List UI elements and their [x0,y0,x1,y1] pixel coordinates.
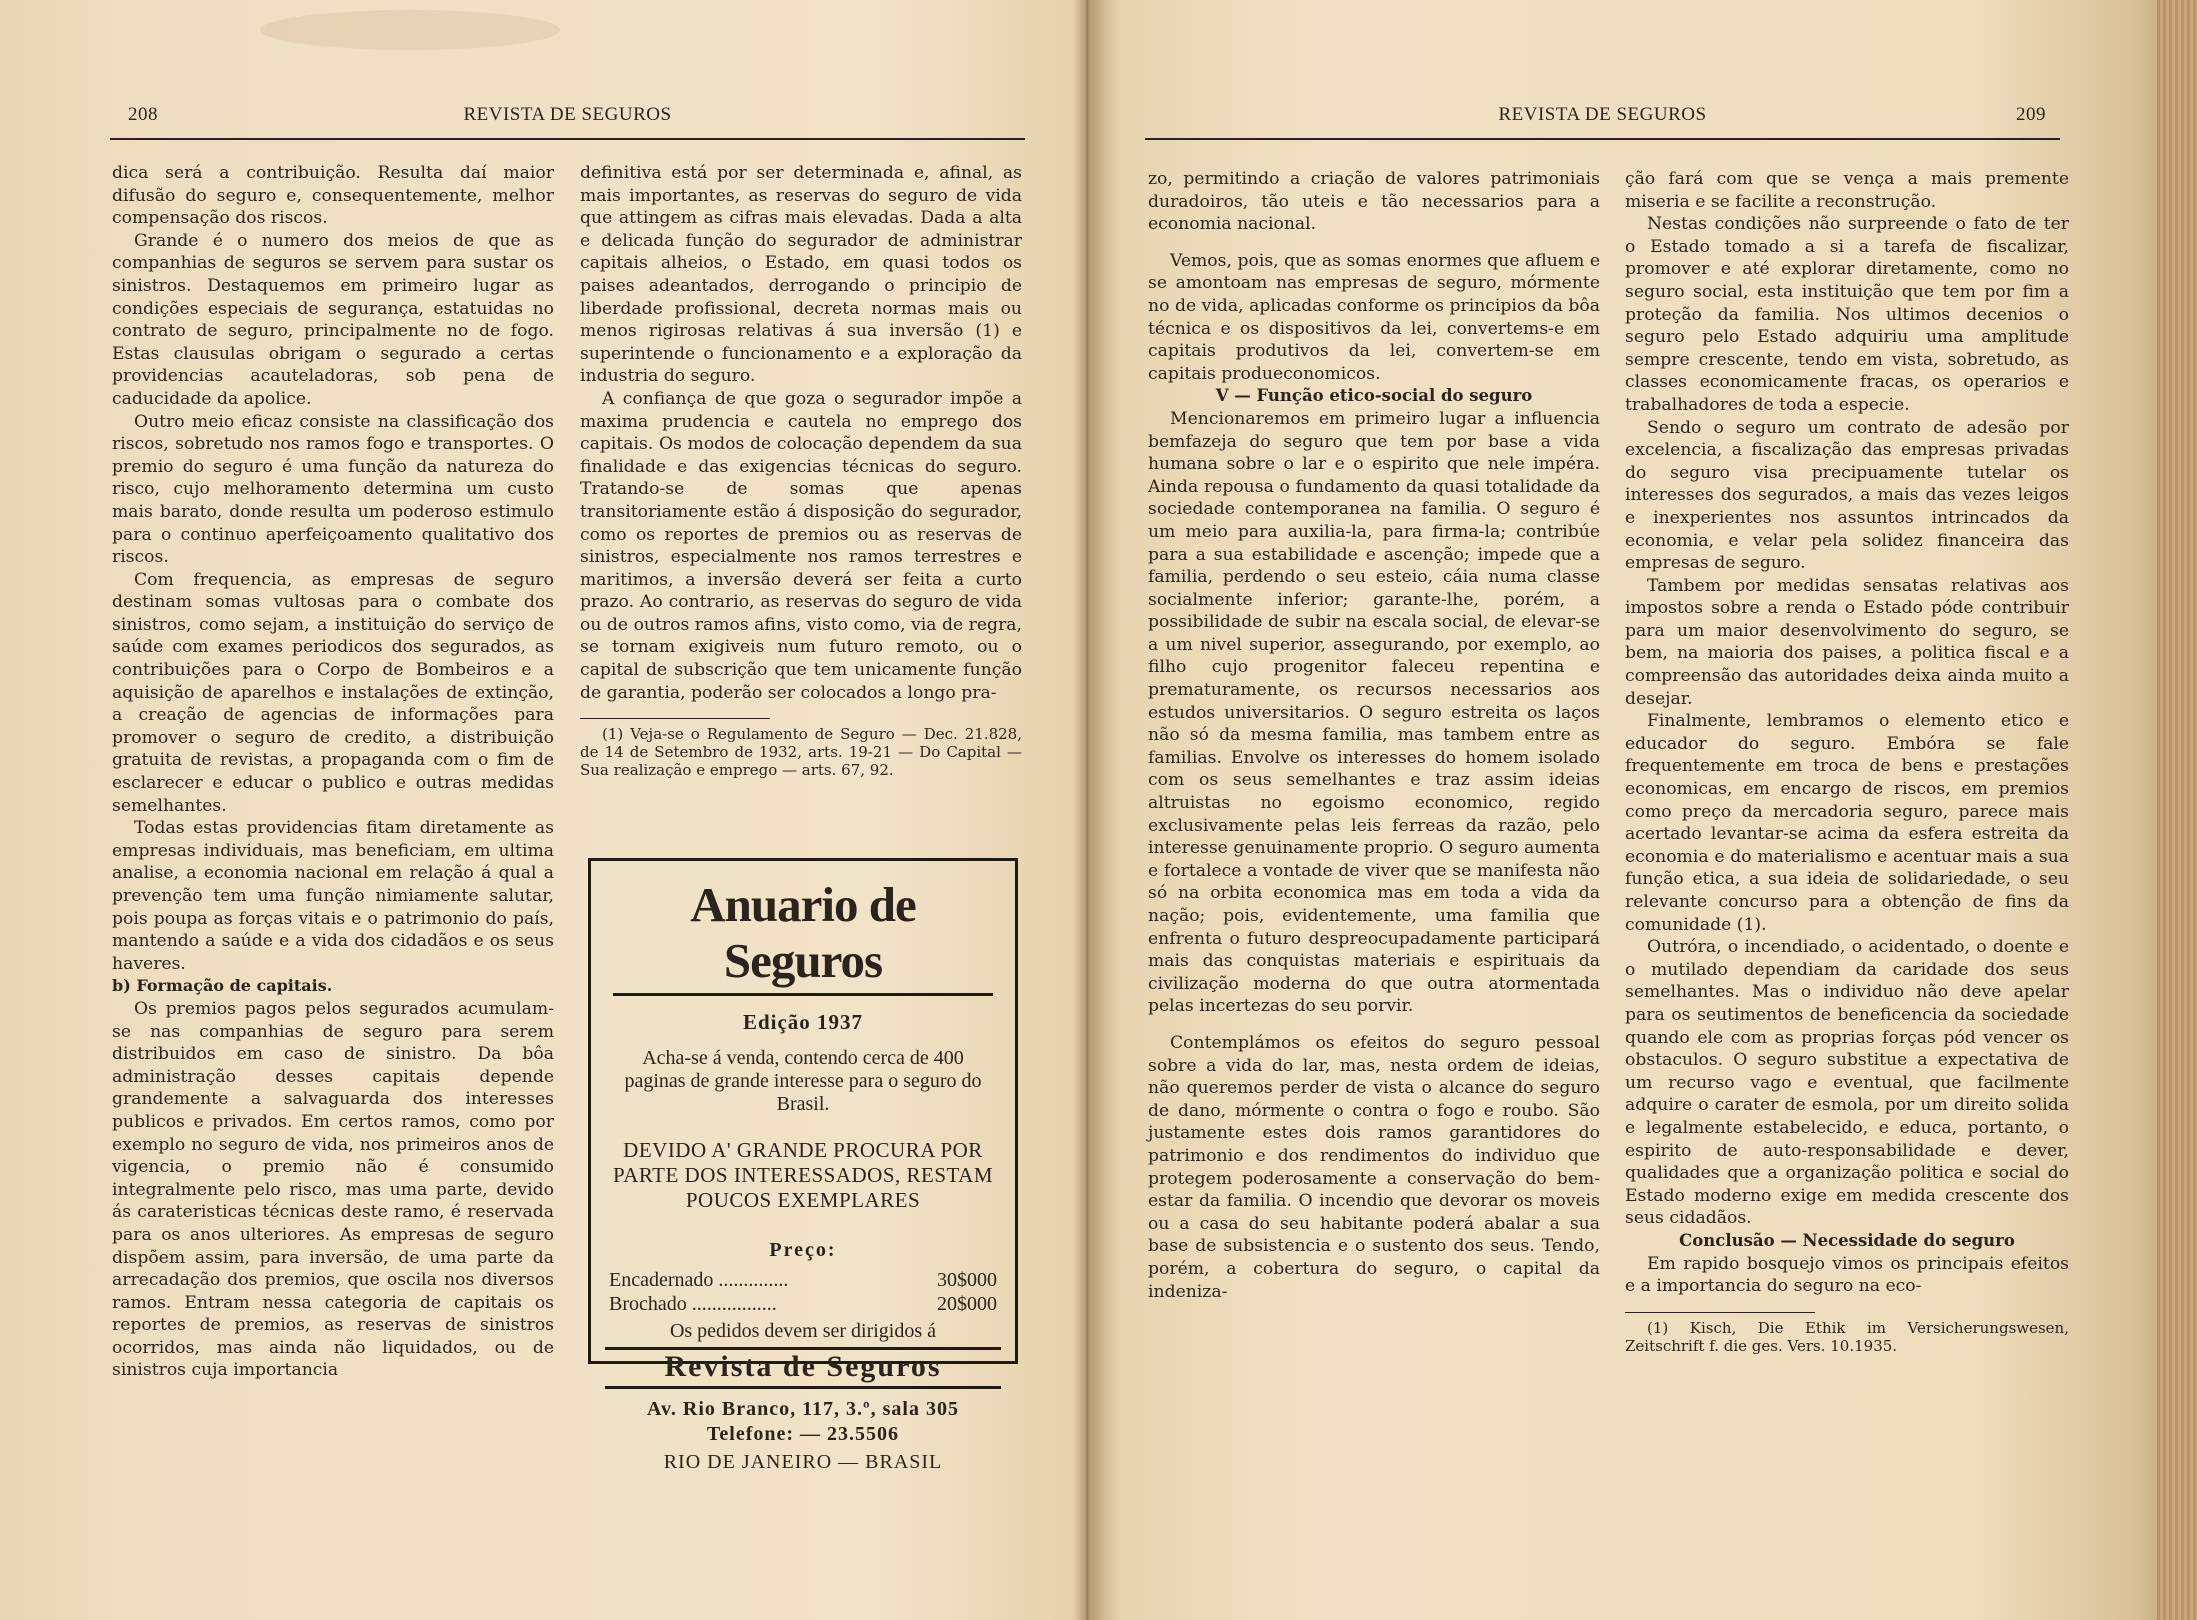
ad-price-row [609,1292,997,1316]
paragraph: Todas estas providencias fitam diretamente as empresas individuais, mas beneficiam, em ultima analise, a economia nacional em relação á qual a prevenção tem uma função nimiamente salutar, pois poupa as forças vitais e o patrimonio do país, mantendo a saúde e a vida dos cidadãos e os seus haveres. [112,818,554,974]
section-heading: b) Formação de capitais. [112,976,333,996]
paragraph: Nestas condições não surpreende o fato de ter o Estado tomado a si a tarefa de fiscalizar, promover e até explorar diretamente, como no seguro social, esta instituição que tem por fim a proteção da familia. Nos ultimos decenios o seguro pelo Estado adquiriu uma amplitude sempre crescente, tendo em vista, sobretudo, as classes economicamente fracas, os operarios e trabalhadores de toda a especie. [1625,214,2069,415]
ad-address: Av. Rio Branco, 117, 3.º, sala 305 [647,1398,959,1420]
paragraph: Mencionaremos em primeiro lugar a influencia bemfazeja do seguro que tem por base a vida humana sobre o lar e o espirito que nele impéra. Ainda repousa o fundamento da quasi totalidade da sociedade contemporanea na familia. O seguro é um meio para auxilia-la, para firma-la; contribúe para a sua estabilidade e ascenção; impede que a familia, perdendo o seu esteio, cáia numa classe socialmente inferior; garante-lhe, porém, a possibilidade de subir na escala social, de elevar-se a um nivel superior, assegurando, por exemplo, ao filho cujo progenitor faleceu repentina e prematuramente, os recursos necessarios aos estudos universitarios. O seguro estreita os laços não só da mesma familia, mas tambem entre as familias. Envolve os interesses do homem isolado com os seus semelhantes e traz assim ideias altruistas no egoismo economico, regido exclusivamente pelas leis ferreas da razão, pelo interesse genuinamente proprio. O seguro aumenta e fortalece a vontade de viver que se manifesta não só na orbita economica mas em toda a vida da nação; pois, evidentemente, uma familia que enfrenta o futuro despreocupadamente participará mais das conquistas materiais e espirituais da civilização moderna do que outra atormentada pelas incertezas do seu porvir. [1148,408,1600,1017]
ad-price-row [609,1268,997,1292]
right-page-number: 209 [2016,104,2046,125]
paragraph: Finalmente, lembramos o elemento etico e educador do seguro. Embóra se fale frequentemente em troca de bens e prestações economicas, em encargo de riscos, em premios como preço da mercadoria seguro, parece mais acertado levantar-se acima da esfera estreita da economia e do materialismo e acentuar mais a sua função etica, a sua ideia de solidariedade, o seu relevante concurso para a obtenção de fins da comunidade (1). [1625,711,2069,935]
ad-publisher: Revista de Seguros [605,1347,1001,1389]
anuario-advertisement [588,858,1018,1473]
paragraph: zo, permitindo a criação de valores patrimoniais duradoiros, tão uteis e tão necessarios para a economia nacional. [1148,169,1600,235]
right-running-header [1145,100,2060,140]
ad-price-label-broch: Brochado ................. [609,1293,777,1315]
footnote-rule [580,718,770,719]
section-heading: V — Função etico-social do seguro [1215,386,1533,406]
ad-phone: Telefone: — 23.5506 [706,1423,900,1445]
ad-notice: DEVIDO A' GRANDE PROCURA POR PARTE DOS INTERESSADOS, RESTAM POUCOS EXEMPLARES [612,1138,993,1212]
left-column-2 [580,162,1022,779]
page-edges [2157,0,2197,1620]
paragraph: Outróra, o incendiado, o acidentado, o doente e o mutilado dependiam da caridade dos seus semelhantes. Mas o individuo não deve apelar para os seutimentos de beneficencia da sociedade quando ele com as proprias forças pód vencer os obstaculos. O seguro substitue a expectativa de um recurso vago e eventual, que facilmente adquire o carater de esmola, por um direito solida e legalmente estabelecido, e educa, portanto, o espirito de auto-responsabilidade e dever, qualidades que a organização politica e social do Estado moderno exige em medida crescente dos seus cidadãos. [1625,937,2069,1229]
right-column-1 [1148,168,1600,1303]
ad-price-label-bound: Encadernado .............. [609,1269,789,1291]
right-running-head: REVISTA DE SEGUROS [1498,104,1707,125]
ad-edition: Edição 1937 [742,1010,864,1034]
left-page-number: 208 [128,104,158,125]
paragraph: Vemos, pois, que as somas enormes que afluem e se amontoam nas empresas de seguro, mórmente no de vida, aplicadas conforme os principios da bôa técnica e os dispositivos da lei, convertems-e em capitais produtivos da lei, convertem-se em capitais produeconomicos. [1148,250,1600,384]
section-heading: Conclusão — Necessidade do seguro [1679,1230,2015,1250]
paragraph: Com frequencia, as empresas de seguro destinam somas vultosas para o combate dos sinistros, como sejam, a instituição do serviço de saúde com exames periodicos dos segurados, as contribuições para o Corpo de Bombeiros e a aquisição de aparelhos e instalações de extinção, a creação de agencias de informações para promover o seguro de credito, a distribuição gratuita de revistas, a propaganda com o fim de esclarecer e educar o publico e outras medidas semelhantes. [112,569,554,816]
paragraph: Sendo o seguro um contrato de adesão por excelencia, a fiscalização das empresas privadas do seguro visa precipuamente tutelar os interesses dos segurados, a mais das vezes leigos e inexperientes nos assuntos intrincados da economia, e velar pela solidez financeira das empresas de seguro. [1625,417,2069,574]
left-column-1 [112,162,554,1382]
paragraph: A confiança de que goza o segurador impõe a maxima prudencia e cautela no emprego dos capitais. Os modos de colocação dependem da sua finalidade e das exigencias técnicas do seguro. Tratando-se de somas que apenas transitoriamente estão á disposição do segurador, como os reportes de premios ou as reservas de sinistros, especialmente nos ramos terrestres e maritimos, a inversão deverá ser feita a curto prazo. Ao contrario, as reservas do seguro de vida ou de outros ramos afins, visto como, via de regra, se tornam exigiveis num futuro remoto, ou o capital de subscrição que tem unicamente função de garantia, poderão ser colocados a longo pra- [580,388,1022,703]
left-footnote: (1) Veja-se o Regulamento de Seguro — Dec. 21.828, de 14 de Setembro de 1932, arts. 19-21 — Do Capital — Sua realização e emprego — arts. 67, 92. [580,725,1022,780]
paragraph: Em rapido bosquejo vimos os principais efeitos e a importancia do seguro na eco- [1625,1253,2069,1297]
ad-price-value: 30$000 [937,1269,997,1291]
paragraph: ção fará com que se vença a mais premente miseria e se facilite a reconstrução. [1625,169,2069,212]
paragraph: Contemplámos os efeitos do seguro pessoal sobre a vida do lar, mas, nesta ordem de ideias, não queremos perder de vista o alcance do seguro de dano, mórmente o contra o fogo e roubo. São justamente estes dois ramos garantidores do patrimonio e dos rendimentos do individuo que protegem poderosamente a conservação do bem-estar da familia. O incendio que devorar os moveis ou a casa do seu habitante poderá abalar a sua base de subsistencia e o sustento dos seus. Tendo, porém, a cobertura do seguro, o capital da indeniza- [1148,1032,1600,1302]
right-page [1100,0,2160,1620]
ad-city: RIO DE JANEIRO — BRASIL [663,1451,943,1473]
paragraph: dica será a contribuição. Resulta daí maior difusão do seguro e, consequentemente, melhor compensação dos riscos. [112,163,554,229]
right-footnote: (1) Kisch, Die Ethik im Versicherungswesen, Zeitschrift f. die ges. Vers. 10.1935. [1625,1318,2069,1355]
paragraph: Outro meio eficaz consiste na classificação dos riscos, sobretudo nos ramos fogo e transportes. O premio do seguro é uma função da natureza do risco, cujo melhoramento determina um custo mais barato, donde resulta um poderoso estimulo para o continuo aperfeiçoamento qualitativo dos riscos. [112,411,554,568]
ad-price-label: Preço: [769,1239,837,1261]
left-page [0,0,1090,1620]
ad-title: Anuario de Seguros [613,877,993,996]
footnote-rule [1625,1312,1815,1313]
ad-price-value: 20$000 [937,1293,997,1315]
paragraph: Grande é o numero dos meios de que as companhias de seguros se servem para sustar os sinistros. Destaquemos em primeiro lugar as condições especiais de segurança, estatuidas no contrato de seguro, principalmente no de fogo. Estas clausulas obrigam o segurado a certas providencias acauteladoras, sob pena de caducidade da apolice. [112,230,554,409]
left-running-header [110,100,1025,140]
paragraph: Tambem por medidas sensatas relativas aos impostos sobre a renda o Estado póde contribuir para um maior desenvolvimento do seguro, se bem, na maioria dos paises, a politica fiscal e a compreensão das autoridades deixa ainda muito a desejar. [1625,575,2069,709]
paragraph: Os premios pagos pelos segurados acumulam-se nas companhias de seguro para serem distribuidos em caso de sinistro. Da bôa administração desses capitais depende grandemente a salvaguarda dos interesses publicos e privados. Em certos ramos, como por exemplo no seguro de vida, nos primeiros anos de vigencia, o premio não é consumido integralmente pelo risco, mas uma parte, devido ás carateristicas técnicas deste ramo, é reservada para os anos ulteriores. As empresas de seguro dispõem assim, para inversão, de uma parte da arrecadação dos premios, que oscila nos diversos ramos. Entram nessa categoria de capitais os reportes de premios, as reservas de sinistros ocorridos, mas ainda não liquidados, ou de sinistros cuja importancia [112,998,554,1381]
left-running-head: REVISTA DE SEGUROS [463,104,672,125]
ad-orders: Os pedidos devem ser dirigidos á [669,1320,937,1342]
paragraph: definitiva está por ser determinada e, afinal, as mais importantes, as reservas do seguro de vida que attingem as cifras mais elevadas. Dada a alta e delicada função do segurador de administrar capitais alheios, o Estado, em quasi todos os paises adeantados, derrogando o principio de liberdade profissional, decreta normas mais ou menos rigirosas relativas á sua inversão (1) e superintende o funcionamento e a exploração da industria do seguro. [580,163,1022,387]
right-column-2 [1625,168,2069,1355]
ad-description: Acha-se á venda, contendo cerca de 400 paginas de grande interesse para o seguro do Brasil. [624,1047,982,1115]
